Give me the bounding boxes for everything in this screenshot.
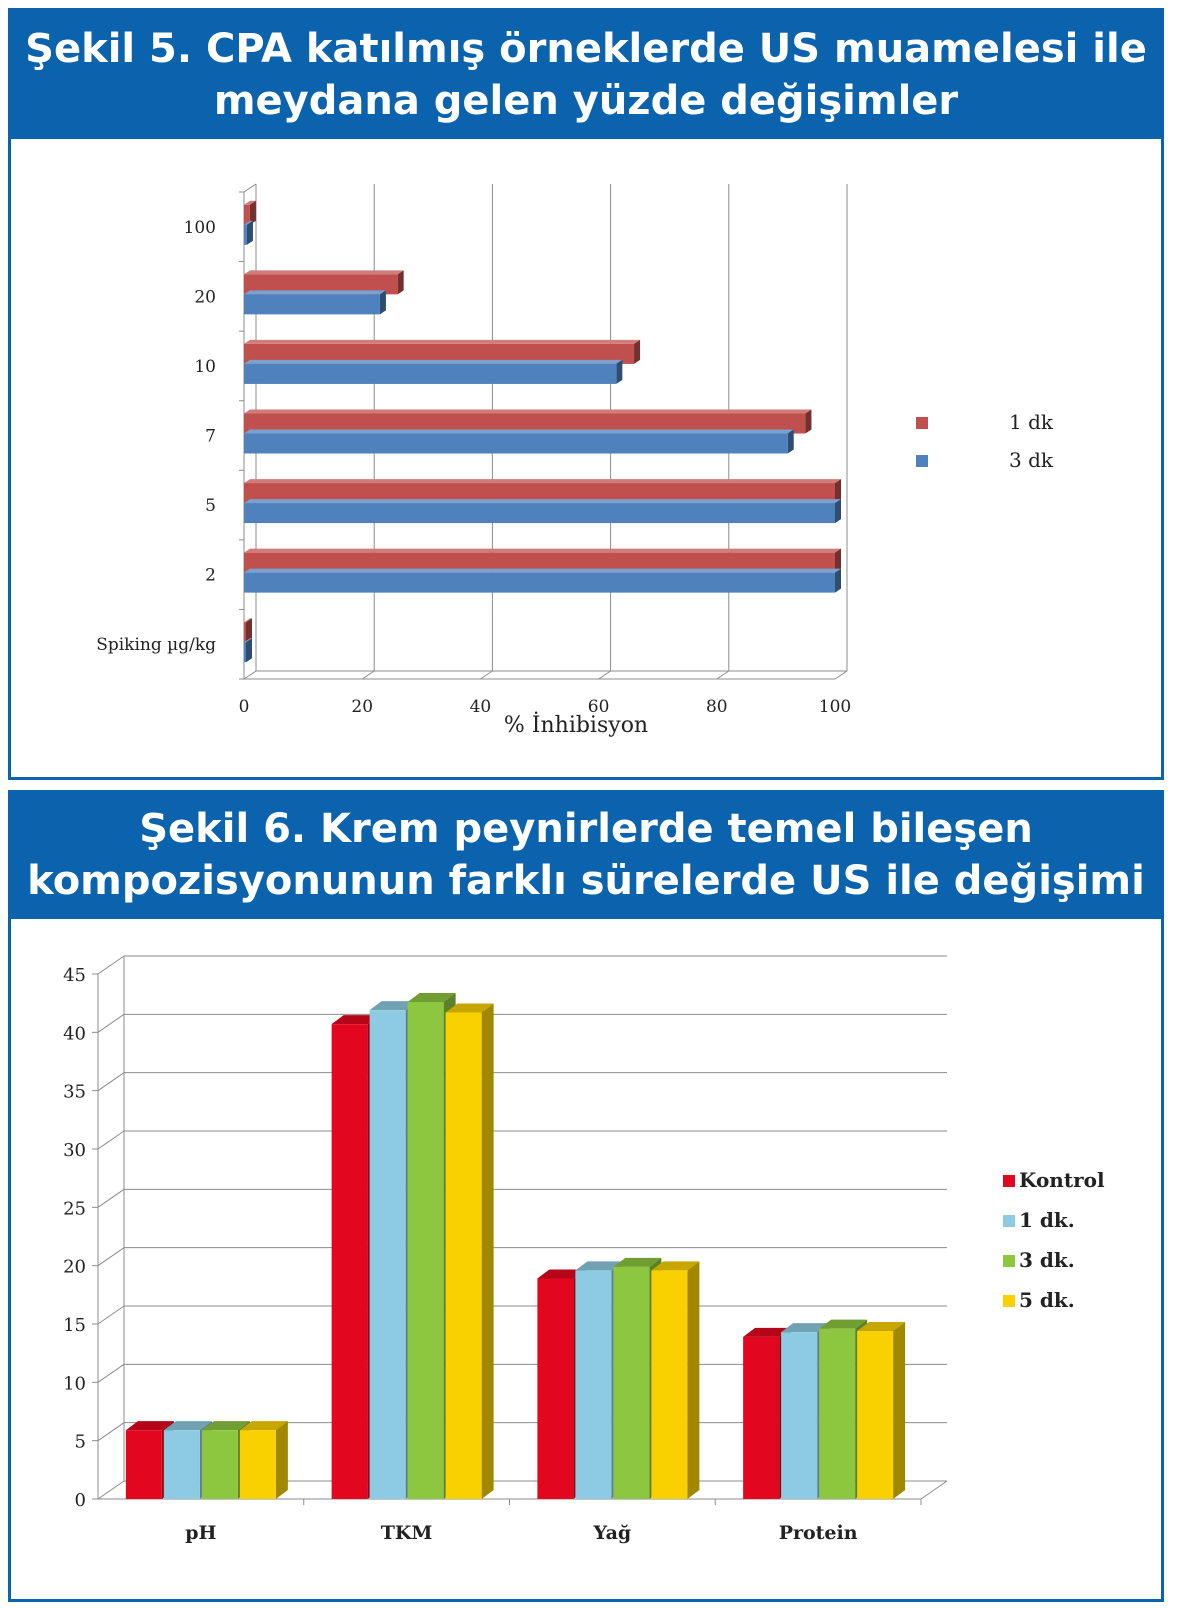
- y-tick-label: 10: [63, 1373, 86, 1395]
- bar: [408, 1002, 444, 1499]
- bar-top: [244, 290, 386, 294]
- bar-side: [482, 1004, 494, 1500]
- bar: [164, 1430, 200, 1499]
- bar: [244, 294, 380, 314]
- side-gridline: [98, 1364, 124, 1382]
- y-tick-label: 25: [63, 1198, 86, 1220]
- bar: [244, 642, 246, 662]
- y-tick-label: 35: [63, 1081, 86, 1103]
- bar: [743, 1337, 779, 1499]
- bar: [126, 1430, 162, 1499]
- y-tick-label: 0: [74, 1490, 86, 1511]
- bar: [202, 1430, 238, 1499]
- legend-label: 1 dk.: [1019, 1208, 1075, 1232]
- y-tick-label: 40: [63, 1023, 86, 1045]
- bar: [244, 434, 788, 454]
- figure-6-chart: [11, 919, 1161, 1599]
- bar-top: [244, 499, 841, 503]
- legend-swatch: [916, 455, 928, 467]
- x-axis-label: % İnhibisyon: [503, 713, 649, 738]
- x-tick-label: Yağ: [593, 1522, 632, 1544]
- bar: [244, 573, 835, 593]
- x-tick-label: 60: [587, 697, 610, 717]
- floor-gridline: [835, 671, 847, 679]
- floor-gridline: [362, 671, 374, 679]
- side-gridline: [98, 956, 124, 974]
- bar-side: [893, 1322, 905, 1499]
- bar-side: [246, 638, 252, 662]
- y-tick-label: 5: [205, 496, 216, 517]
- floor-gridline: [717, 671, 729, 679]
- x-tick-label: TKM: [380, 1522, 433, 1544]
- side-gridline: [98, 1306, 124, 1324]
- bar: [613, 1267, 649, 1499]
- y-tick-label: 2: [205, 565, 216, 586]
- legend-swatch: [1003, 1175, 1015, 1187]
- side-gridline: [98, 1189, 124, 1207]
- side-gridline: [98, 1248, 124, 1266]
- legend-label: Kontrol: [1019, 1168, 1105, 1192]
- legend-label: 1 dk: [1009, 410, 1054, 434]
- wall-edge: [244, 184, 256, 192]
- figure-5-chart-area: [11, 139, 1161, 777]
- bar-top: [244, 360, 622, 364]
- bar: [332, 1024, 368, 1499]
- side-gridline: [98, 1073, 124, 1091]
- bar-side: [788, 430, 794, 454]
- figure-6-title-line1: Şekil 6. Krem peynirlerde temel bileşen: [139, 806, 1033, 852]
- x-tick-label: 20: [351, 697, 374, 717]
- bar: [819, 1329, 855, 1499]
- side-gridline: [98, 1014, 124, 1032]
- figure-5-panel: [8, 8, 1164, 780]
- bar: [244, 225, 247, 245]
- figure-5-header: [11, 11, 1161, 139]
- bar-side: [634, 340, 640, 364]
- y-tick-label: 20: [63, 1256, 86, 1278]
- bar: [244, 503, 835, 523]
- bar-side: [380, 290, 386, 314]
- x-tick-label: 0: [238, 697, 250, 717]
- figure-5-title-line2: meydana gelen yüzde değişimler: [213, 78, 959, 124]
- y-tick-label: 10: [194, 356, 216, 377]
- y-tick-label: Spiking µg/kg: [96, 635, 216, 656]
- figure-6-chart-area: [11, 919, 1161, 1599]
- legend-swatch: [1003, 1215, 1015, 1227]
- bar: [244, 622, 246, 642]
- legend-label: 5 dk.: [1019, 1288, 1075, 1312]
- y-tick-label: 45: [63, 965, 86, 986]
- x-tick-label: Protein: [778, 1522, 858, 1544]
- figure-5-title-line1: Şekil 5. CPA katılmış örneklerde US muamelesi ile: [25, 26, 1147, 72]
- y-tick-label: 7: [205, 426, 216, 447]
- figure-6-title-line2: kompozisyonunun farklı sürelerde US ile değişimi: [27, 858, 1145, 904]
- legend-label: 3 dk: [1009, 448, 1054, 472]
- bar: [575, 1270, 611, 1499]
- bar: [857, 1331, 893, 1499]
- bar-side: [687, 1261, 699, 1499]
- bar: [781, 1332, 817, 1499]
- bar-top: [244, 549, 841, 553]
- floor-right-edge: [921, 1481, 947, 1499]
- floor-gridline: [599, 671, 611, 679]
- bar: [446, 1013, 482, 1500]
- bar-side: [398, 270, 404, 294]
- y-tick-label: 5: [74, 1431, 86, 1453]
- floor-gridline: [480, 671, 492, 679]
- bar: [244, 364, 616, 384]
- bar-side: [835, 499, 841, 523]
- legend-swatch: [1003, 1295, 1015, 1307]
- figure-6-panel: [8, 790, 1164, 1602]
- bar-side: [805, 410, 811, 434]
- x-tick-label: 80: [705, 697, 728, 717]
- bar-top: [244, 340, 640, 344]
- figure-5-chart: [11, 139, 1161, 777]
- x-tick-label: 40: [469, 697, 492, 717]
- y-tick-label: 100: [183, 217, 216, 238]
- figure-6-header: [11, 793, 1161, 919]
- bar: [370, 1010, 406, 1499]
- bar-side: [247, 221, 253, 245]
- floor-gridline: [244, 671, 256, 679]
- bar-side: [616, 360, 622, 384]
- y-tick-label: 20: [194, 287, 216, 308]
- bar: [651, 1270, 687, 1499]
- x-tick-label: pH: [185, 1522, 217, 1544]
- bar-side: [276, 1421, 288, 1499]
- bar-top: [244, 270, 404, 274]
- y-tick-label: 15: [63, 1315, 86, 1336]
- bar-side: [835, 569, 841, 593]
- legend-swatch: [916, 417, 928, 429]
- bar-top: [244, 430, 794, 434]
- bar-top: [244, 410, 811, 414]
- bar-top: [244, 569, 841, 573]
- x-tick-label: 100: [818, 697, 852, 717]
- side-gridline: [98, 1481, 124, 1499]
- side-gridline: [98, 1423, 124, 1441]
- y-tick-label: 30: [63, 1140, 86, 1161]
- legend-label: 3 dk.: [1019, 1248, 1075, 1272]
- bar: [240, 1430, 276, 1499]
- bar-top: [244, 479, 841, 483]
- legend-swatch: [1003, 1255, 1015, 1267]
- bar: [537, 1279, 573, 1500]
- side-gridline: [98, 1131, 124, 1149]
